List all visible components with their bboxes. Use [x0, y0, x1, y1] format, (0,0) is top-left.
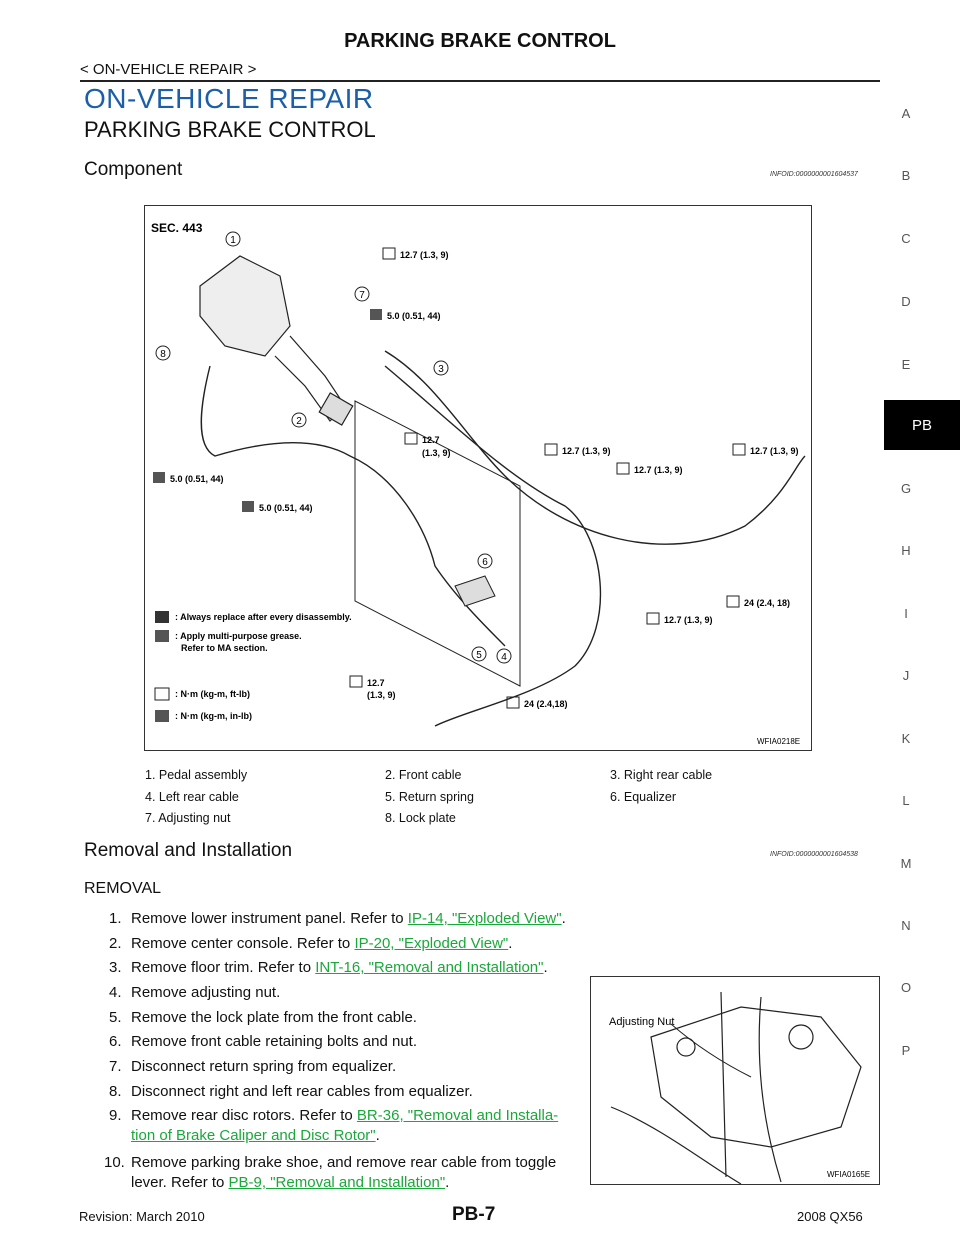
svg-text:12.7: 12.7: [367, 678, 385, 688]
step-item: 2. Remove center console. Refer to IP-20, "Exploded View".: [109, 935, 513, 952]
legend-item: 3. Right rear cable: [610, 768, 713, 782]
sidebar-letter-d[interactable]: D: [901, 294, 911, 309]
legend-item: 7. Adjusting nut: [145, 811, 231, 825]
legend-item: 2. Front cable: [385, 768, 462, 782]
step-item: 6. Remove front cable retaining bolts and nut.: [109, 1033, 418, 1050]
equalizer-drawing: [455, 576, 495, 606]
svg-text:7: 7: [359, 290, 365, 301]
component-diagram: [144, 205, 812, 751]
footer-page-number: PB-7: [452, 1204, 496, 1225]
sidebar-tab-pb-active[interactable]: PB: [884, 400, 960, 450]
svg-text:12.7 (1.3, 9): 12.7 (1.3, 9): [400, 250, 449, 260]
footer-revision: Revision: March 2010: [79, 1209, 205, 1224]
removal-heading: Removal and Installation: [84, 840, 293, 861]
adjusting-nut-label: Adjusting Nut: [609, 1016, 675, 1028]
svg-text:5.0 (0.51, 44): 5.0 (0.51, 44): [259, 503, 313, 513]
diagram-sec-label: SEC. 443: [151, 221, 203, 235]
subsection-title: PARKING BRAKE CONTROL: [84, 117, 376, 142]
page-header-title: PARKING BRAKE CONTROL: [344, 30, 616, 52]
step-item: 3. Remove floor trim. Refer to INT-16, "Removal and Installation".: [109, 959, 548, 976]
svg-text:24 (2.4, 18): 24 (2.4, 18): [744, 598, 791, 608]
fig2-id: WFIA0165E: [827, 1170, 871, 1179]
sidebar-letter-g[interactable]: G: [900, 481, 912, 496]
svg-text:3: 3: [438, 364, 444, 375]
step-link[interactable]: INT-16, "Removal and Installation": [315, 959, 544, 976]
component-infoid: INFOID:0000000001604537: [770, 171, 858, 178]
section-title: ON-VEHICLE REPAIR: [84, 83, 374, 114]
sidebar-letter-a[interactable]: A: [901, 106, 911, 121]
sidebar-letter-m[interactable]: M: [900, 856, 912, 871]
sidebar-letter-o[interactable]: O: [900, 980, 912, 995]
svg-text:(1.3, 9): (1.3, 9): [367, 690, 396, 700]
svg-text:8: 8: [160, 349, 166, 360]
sidebar-letter-j[interactable]: J: [902, 668, 910, 683]
svg-text:12.7 (1.3, 9): 12.7 (1.3, 9): [750, 446, 799, 456]
sidebar-letter-n[interactable]: N: [901, 918, 911, 933]
svg-text:4: 4: [501, 652, 507, 663]
sidebar-letter-k[interactable]: K: [901, 731, 911, 746]
page-header-subtitle: < ON-VEHICLE REPAIR >: [80, 61, 257, 78]
legend-item: 5. Return spring: [385, 790, 474, 804]
legend-item: 4. Left rear cable: [145, 790, 239, 804]
svg-text:2: 2: [296, 416, 302, 427]
svg-text:12.7 (1.3, 9): 12.7 (1.3, 9): [634, 465, 683, 475]
sidebar-letter-p[interactable]: P: [901, 1043, 911, 1058]
component-heading: Component: [84, 159, 183, 180]
adjusting-nut-diagram: [590, 976, 880, 1185]
step-item: 5. Remove the lock plate from the front cable.: [109, 1009, 417, 1026]
step-link[interactable]: BR-36, "Removal and Installa-: [356, 1107, 559, 1124]
step-item: 1. Remove lower instrument panel. Refer to IP-14, "Exploded View".: [109, 910, 566, 927]
diagram-key: [155, 611, 352, 722]
legend-item: 1. Pedal assembly: [145, 768, 248, 782]
step-link[interactable]: IP-14, "Exploded View": [407, 910, 562, 927]
svg-text:Refer to MA section.: Refer to MA section.: [181, 643, 268, 653]
svg-text:(1.3, 9): (1.3, 9): [422, 448, 451, 458]
step-item: 7. Disconnect return spring from equalizer.: [109, 1058, 397, 1075]
svg-text:1: 1: [230, 235, 236, 246]
svg-text:5.0 (0.51, 44): 5.0 (0.51, 44): [387, 311, 441, 321]
sidebar-letter-l[interactable]: L: [902, 793, 910, 808]
step-item: 4. Remove adjusting nut.: [109, 984, 281, 1001]
svg-text:5: 5: [476, 650, 482, 661]
svg-text:: Always replace after every d: : Always replace after every disassembly.: [175, 612, 352, 622]
svg-text:12.7: 12.7: [422, 435, 440, 445]
sidebar-letter-c[interactable]: C: [901, 231, 911, 246]
header-divider: [80, 80, 880, 82]
svg-text:6: 6: [482, 557, 488, 568]
removal-infoid: INFOID:0000000001604538: [770, 851, 858, 858]
svg-text:12.7 (1.3, 9): 12.7 (1.3, 9): [562, 446, 611, 456]
svg-text:5.0 (0.51, 44): 5.0 (0.51, 44): [170, 474, 224, 484]
diagram-fig-id: WFIA0218E: [757, 737, 801, 746]
svg-text:12.7 (1.3, 9): 12.7 (1.3, 9): [664, 615, 713, 625]
svg-text:: N·m (kg-m, ft-lb): : N·m (kg-m, ft-lb): [175, 689, 250, 699]
step-link[interactable]: IP-20, "Exploded View": [354, 935, 509, 952]
footer-model: 2008 QX56: [797, 1209, 863, 1224]
svg-text:24 (2.4,18): 24 (2.4,18): [524, 699, 568, 709]
sidebar-letter-i[interactable]: I: [904, 606, 908, 621]
svg-text:: N·m (kg-m, in-lb): : N·m (kg-m, in-lb): [175, 711, 252, 721]
step-item: 9. Remove rear disc rotors. Refer to BR-36, "Removal and Installa- tion of Brake Caliper and Disc Rotor".: [109, 1107, 559, 1144]
pedal-assembly-drawing: [200, 256, 353, 425]
sidebar-letter-e[interactable]: E: [901, 357, 911, 372]
svg-text:: Apply multi-purpose grease.: : Apply multi-purpose grease.: [175, 631, 302, 641]
sidebar-letter-b[interactable]: B: [901, 168, 911, 183]
step-item: 8. Disconnect right and left rear cables from equalizer.: [109, 1083, 473, 1100]
sidebar-letter-h[interactable]: H: [901, 543, 911, 558]
step-link[interactable]: PB-9, "Removal and Installation": [228, 1174, 446, 1191]
step-link[interactable]: tion of Brake Caliper and Disc Rotor": [131, 1127, 376, 1144]
legend-item: 6. Equalizer: [610, 790, 677, 804]
removal-subheading: REMOVAL: [84, 880, 162, 897]
step-item: 10. Remove parking brake shoe, and remove rear cable from toggle lever. Refer to PB-9, "Removal and Installation".: [104, 1154, 557, 1191]
legend-item: 8. Lock plate: [385, 811, 456, 825]
